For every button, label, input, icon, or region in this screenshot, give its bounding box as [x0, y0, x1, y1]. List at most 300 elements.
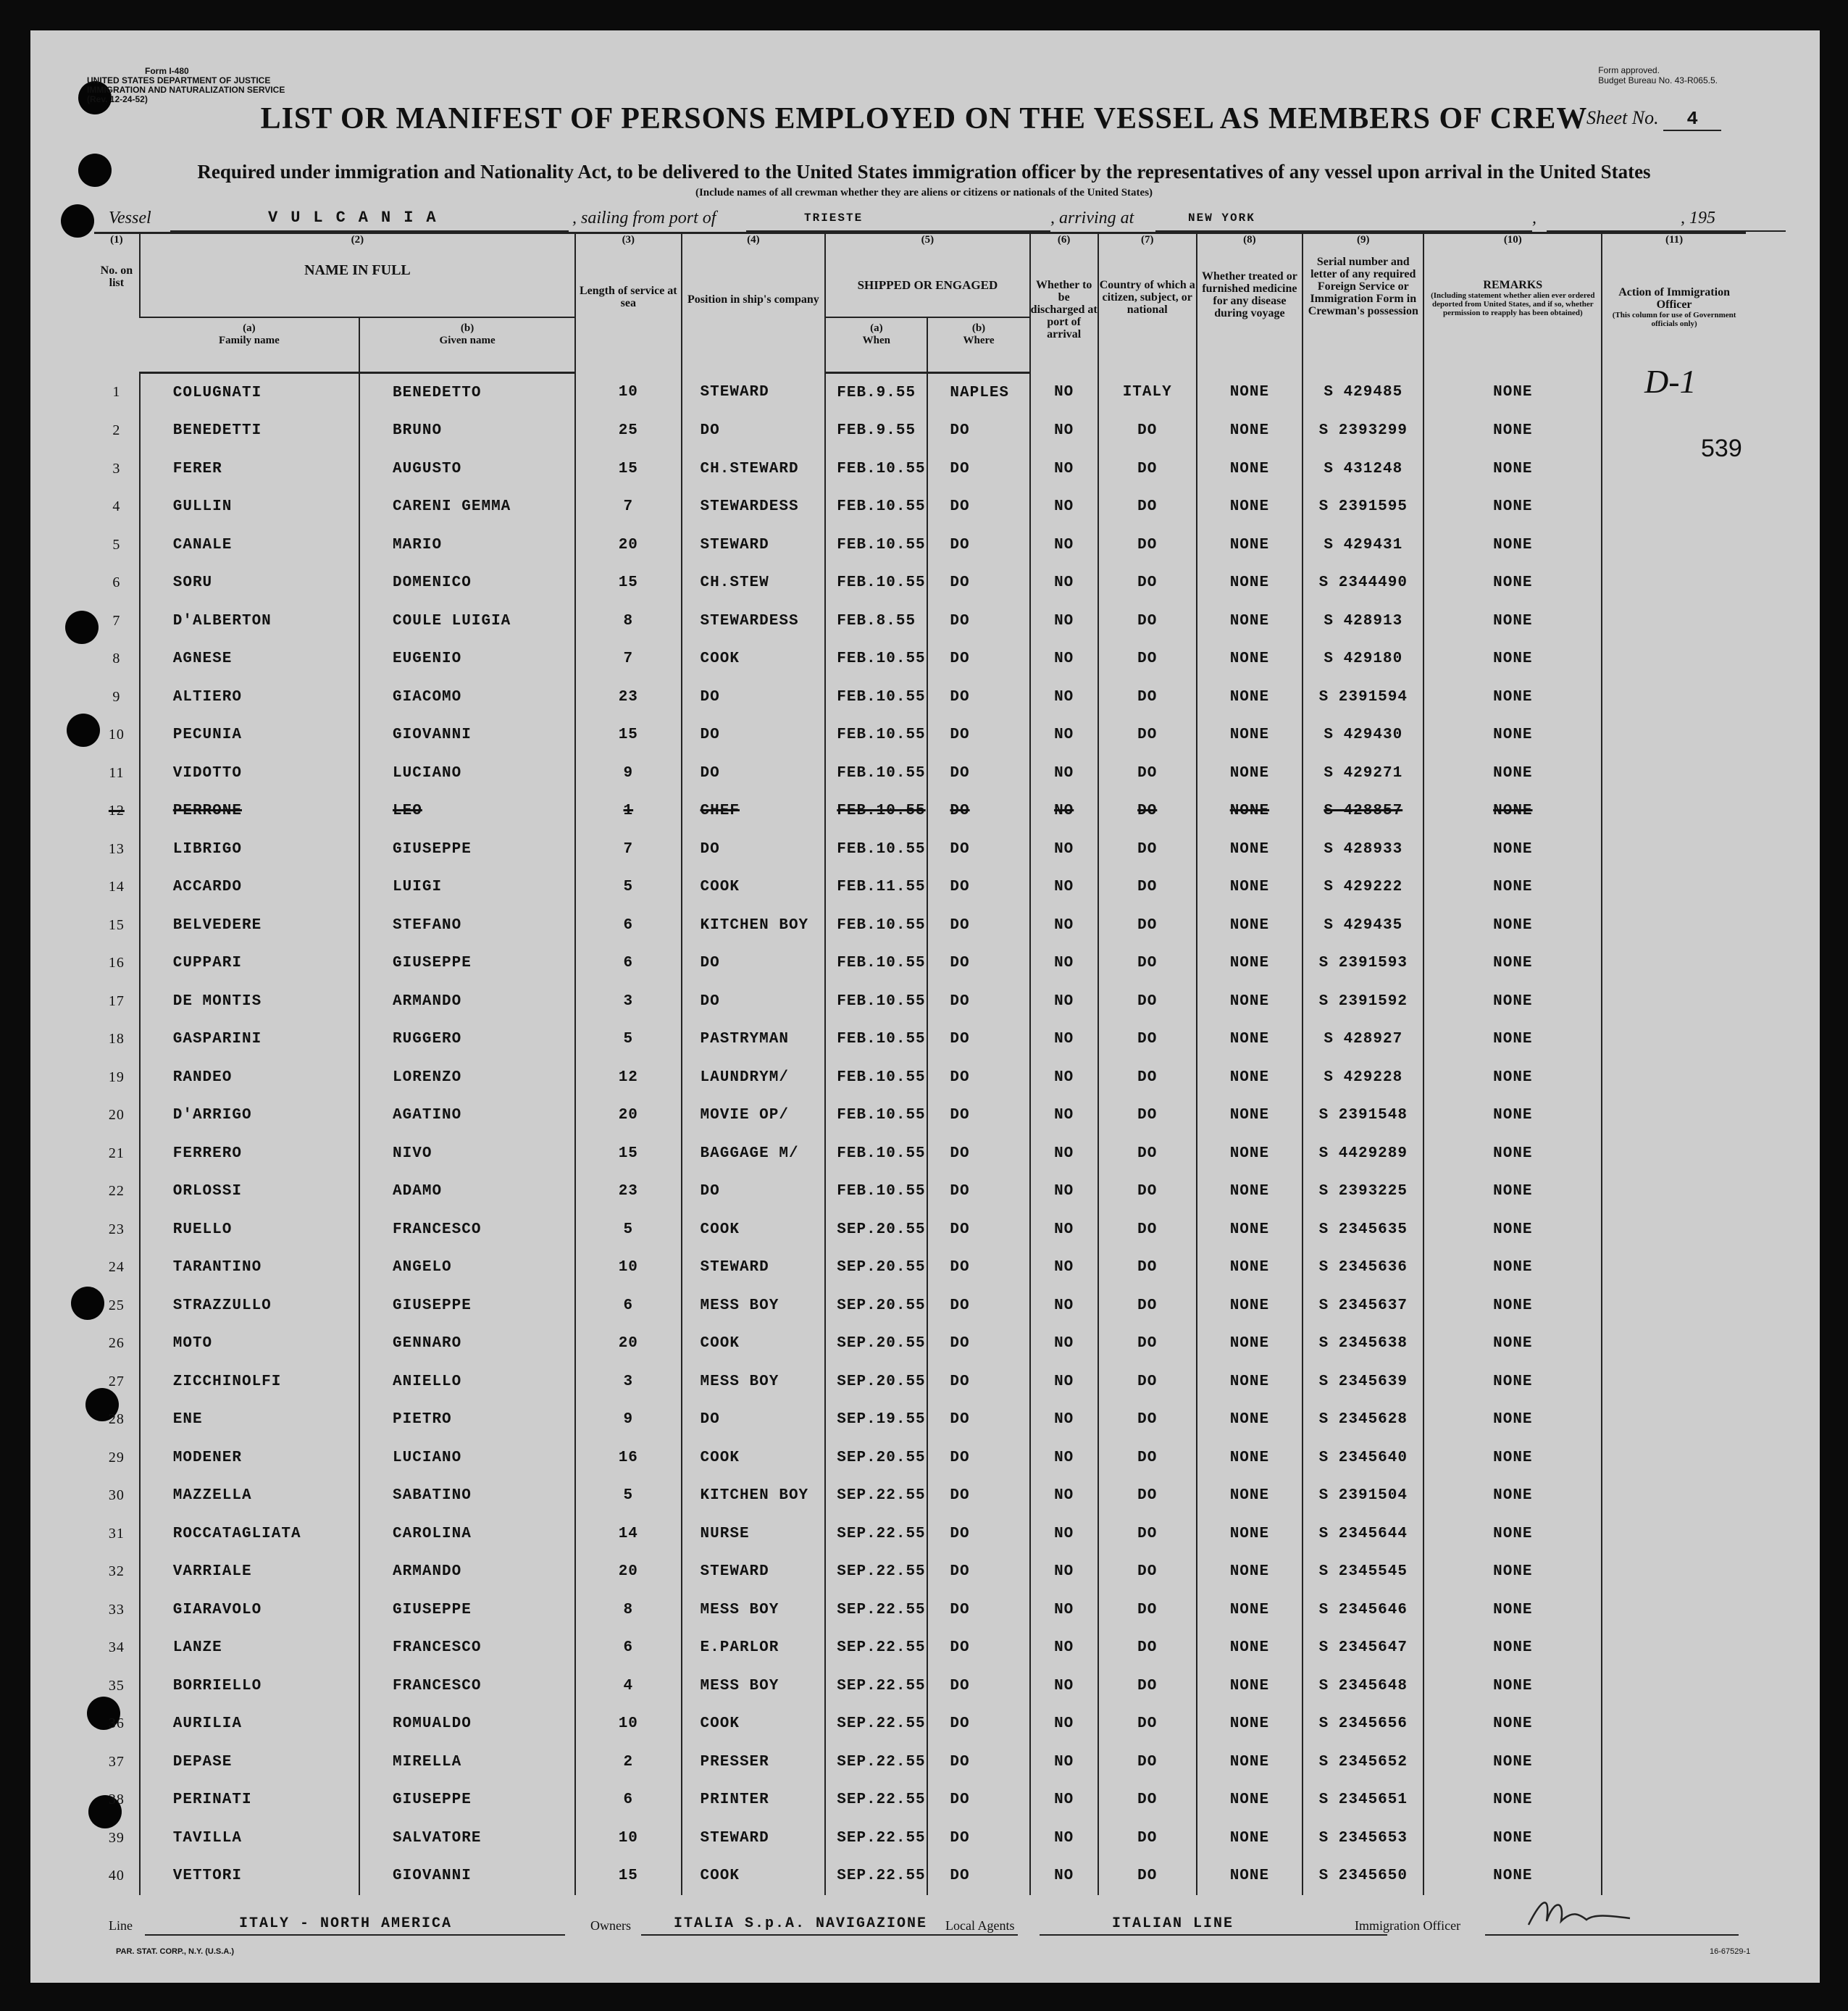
position-cell: COOK: [682, 869, 826, 907]
shipped-where-cell: DO: [927, 1173, 1029, 1211]
header-discharged: Whether to be discharged at port of arrival: [1030, 250, 1098, 373]
position-cell: KITCHEN BOY: [682, 1477, 826, 1515]
given-name-cell: PIETRO: [359, 1401, 575, 1439]
discharged-cell: NO: [1030, 1249, 1098, 1287]
crew-row: [94, 1857, 1746, 1896]
crew-row: [94, 1819, 1746, 1857]
country-cell: DO: [1098, 1058, 1197, 1097]
family-name-cell: VETTORI: [140, 1857, 359, 1896]
sheet-label: Sheet No.: [1586, 107, 1659, 128]
row-number-cell: 36: [108, 1715, 125, 1732]
shipped-when-cell: SEP.22.55: [825, 1743, 927, 1781]
form-print-number: 16-67529-1: [1710, 1947, 1751, 1956]
shipped-where-cell: DO: [927, 678, 1029, 716]
serial-number-cell: S 2345647: [1303, 1629, 1423, 1668]
crew-row: [94, 640, 1746, 679]
crew-row: [94, 869, 1746, 907]
family-name-cell: SORU: [140, 564, 359, 603]
family-name-cell: VARRIALE: [140, 1553, 359, 1592]
position-cell: MESS BOY: [682, 1287, 826, 1325]
serial-number-cell: S 2391548: [1303, 1097, 1423, 1135]
row-number-cell: 4: [112, 498, 121, 515]
treated-cell: NONE: [1197, 982, 1303, 1021]
treated-cell: NONE: [1197, 1287, 1303, 1325]
row-number-cell: 10: [108, 727, 125, 743]
shipped-where-cell: DO: [927, 1439, 1029, 1477]
given-name-cell: GENNARO: [359, 1325, 575, 1363]
family-name-cell: ALTIERO: [140, 678, 359, 716]
header-where: [927, 317, 1029, 373]
given-letter: (b): [460, 322, 474, 334]
action-cell: [1602, 1819, 1746, 1857]
punch-hole: [61, 204, 94, 238]
shipped-where-cell: DO: [927, 1819, 1029, 1857]
family-name-cell: RUELLO: [140, 1211, 359, 1249]
serial-number-cell: S 2393225: [1303, 1173, 1423, 1211]
serial-number-cell: S 2345648: [1303, 1667, 1423, 1705]
discharged-cell: NO: [1030, 1058, 1098, 1097]
discharged-cell: NO: [1030, 1325, 1098, 1363]
sailing-label: , sailing from port of: [572, 209, 716, 227]
shipped-when-cell: SEP.22.55: [825, 1515, 927, 1553]
length-of-service-cell: 7: [575, 830, 681, 869]
action-cell: [1602, 830, 1746, 869]
serial-number-cell: S 2391504: [1303, 1477, 1423, 1515]
position-cell: STEWARD: [682, 373, 826, 412]
row-number-cell: 26: [108, 1335, 125, 1352]
remarks-cell: NONE: [1423, 1058, 1602, 1097]
shipped-when-cell: FEB.10.55: [825, 1134, 927, 1173]
family-label: Family name: [219, 335, 280, 346]
col-num-8: (8): [1197, 233, 1303, 251]
header-action: [1602, 250, 1746, 373]
discharged-cell: NO: [1030, 1477, 1098, 1515]
discharged-cell: NO: [1030, 716, 1098, 755]
shipped-where-cell: DO: [927, 1325, 1029, 1363]
shipped-where-cell: DO: [927, 1021, 1029, 1059]
treated-cell: NONE: [1197, 1857, 1303, 1896]
family-name-cell: ROCCATAGLIATA: [140, 1515, 359, 1553]
row-number-cell: 24: [108, 1259, 125, 1276]
shipped-when-cell: SEP.19.55: [825, 1401, 927, 1439]
treated-cell: NONE: [1197, 1477, 1303, 1515]
given-name-cell: LUCIANO: [359, 754, 575, 793]
treated-cell: NONE: [1197, 640, 1303, 679]
treated-cell: NONE: [1197, 830, 1303, 869]
col-num-3: (3): [575, 233, 681, 251]
remarks-cell: NONE: [1423, 564, 1602, 603]
row-number-cell: 25: [108, 1297, 125, 1313]
serial-number-cell: S 428913: [1303, 602, 1423, 640]
row-number-cell: 6: [112, 574, 121, 591]
shipped-where-cell: DO: [927, 830, 1029, 869]
country-cell: DO: [1098, 716, 1197, 755]
remarks-title: REMARKS: [1483, 279, 1543, 291]
sailing-port: TRIESTE: [804, 212, 864, 225]
given-name-cell: CAROLINA: [359, 1515, 575, 1553]
position-cell: NURSE: [682, 1515, 826, 1553]
serial-number-cell: S 2391592: [1303, 982, 1423, 1021]
position-cell: DO: [682, 678, 826, 716]
budget-bureau-number: Budget Bureau No. 43-R065.5.: [1598, 75, 1718, 85]
action-cell: [1602, 1667, 1746, 1705]
given-name-cell: ADAMO: [359, 1173, 575, 1211]
length-of-service-cell: 20: [575, 1325, 681, 1363]
position-cell: MESS BOY: [682, 1591, 826, 1629]
crew-row: [94, 450, 1746, 488]
discharged-cell: NO: [1030, 1667, 1098, 1705]
treated-cell: NONE: [1197, 1021, 1303, 1059]
country-cell: DO: [1098, 564, 1197, 603]
family-name-cell: FERRERO: [140, 1134, 359, 1173]
country-cell: DO: [1098, 1325, 1197, 1363]
country-cell: DO: [1098, 1173, 1197, 1211]
header-position: Position in ship's company: [682, 250, 826, 373]
crew-row: [94, 1705, 1746, 1744]
shipped-when-cell: SEP.22.55: [825, 1553, 927, 1592]
position-cell: DO: [682, 945, 826, 983]
shipped-where-cell: DO: [927, 1097, 1029, 1135]
crew-row: [94, 1249, 1746, 1287]
row-number-cell: 14: [108, 879, 125, 895]
budget-approval: [1598, 65, 1718, 85]
serial-number-cell: S 2345545: [1303, 1553, 1423, 1592]
given-label: Given name: [439, 335, 496, 346]
country-cell: DO: [1098, 1629, 1197, 1668]
service-name: IMMIGRATION AND NATURALIZATION SERVICE: [87, 85, 285, 95]
treated-cell: NONE: [1197, 1058, 1303, 1097]
header-length-of-service: Length of service at sea: [575, 250, 681, 373]
length-of-service-cell: 16: [575, 1439, 681, 1477]
action-cell: [1602, 982, 1746, 1021]
document-note: (Include names of all crewman whether they are aliens or citizens or nationals of the United States): [695, 187, 1153, 198]
shipped-when-cell: SEP.20.55: [825, 1439, 927, 1477]
treated-cell: NONE: [1197, 1743, 1303, 1781]
position-cell: STEWARD: [682, 1249, 826, 1287]
officer-signature: [1521, 1892, 1637, 1936]
discharged-cell: NO: [1030, 678, 1098, 716]
crew-row: [94, 373, 1746, 412]
family-name-cell: PECUNIA: [140, 716, 359, 755]
remarks-cell: NONE: [1423, 1857, 1602, 1896]
position-cell: KITCHEN BOY: [682, 906, 826, 945]
shipped-when-cell: SEP.22.55: [825, 1819, 927, 1857]
given-name-cell: FRANCESCO: [359, 1667, 575, 1705]
row-number-cell: 13: [108, 840, 125, 857]
length-of-service-cell: 9: [575, 754, 681, 793]
line-value: ITALY - NORTH AMERICA: [239, 1915, 453, 1932]
treated-cell: NONE: [1197, 869, 1303, 907]
country-cell: DO: [1098, 1705, 1197, 1744]
remarks-cell: NONE: [1423, 1515, 1602, 1553]
country-cell: DO: [1098, 1439, 1197, 1477]
action-cell: [1602, 1591, 1746, 1629]
shipped-when-cell: FEB.10.55: [825, 1021, 927, 1059]
when-label: When: [862, 335, 890, 346]
family-name-cell: LIBRIGO: [140, 830, 359, 869]
treated-cell: NONE: [1197, 1781, 1303, 1820]
remarks-cell: NONE: [1423, 640, 1602, 679]
given-name-cell: AGATINO: [359, 1097, 575, 1135]
shipped-where-cell: DO: [927, 1134, 1029, 1173]
country-cell: DO: [1098, 982, 1197, 1021]
shipped-where-cell: DO: [927, 1515, 1029, 1553]
length-of-service-cell: 9: [575, 1401, 681, 1439]
action-cell: [1602, 1134, 1746, 1173]
serial-number-cell: S 2345628: [1303, 1401, 1423, 1439]
form-identification: [87, 67, 285, 104]
country-cell: DO: [1098, 526, 1197, 564]
serial-number-cell: S 429435: [1303, 906, 1423, 945]
agents-value: ITALIAN LINE: [1112, 1915, 1234, 1932]
sheet-number-value: 4: [1663, 108, 1721, 131]
length-of-service-cell: 5: [575, 1021, 681, 1059]
family-name-cell: D'ALBERTON: [140, 602, 359, 640]
country-cell: DO: [1098, 1021, 1197, 1059]
discharged-cell: NO: [1030, 1591, 1098, 1629]
serial-number-cell: S 2345653: [1303, 1819, 1423, 1857]
serial-number-cell: S 2345638: [1303, 1325, 1423, 1363]
given-name-cell: GIUSEPPE: [359, 1781, 575, 1820]
crew-row: [94, 1287, 1746, 1325]
remarks-cell: NONE: [1423, 1097, 1602, 1135]
family-name-cell: DEPASE: [140, 1743, 359, 1781]
given-name-cell: MARIO: [359, 526, 575, 564]
shipped-where-cell: DO: [927, 1591, 1029, 1629]
treated-cell: NONE: [1197, 1325, 1303, 1363]
country-cell: DO: [1098, 1477, 1197, 1515]
country-cell: DO: [1098, 1819, 1197, 1857]
agents-label: Local Agents: [945, 1918, 1015, 1933]
col-num-4: (4): [682, 233, 826, 251]
action-cell: [1602, 1021, 1746, 1059]
country-cell: DO: [1098, 1249, 1197, 1287]
serial-number-cell: S 428857: [1303, 793, 1423, 831]
row-number-cell: 38: [108, 1791, 125, 1808]
shipped-when-cell: SEP.20.55: [825, 1287, 927, 1325]
family-name-cell: GASPARINI: [140, 1021, 359, 1059]
serial-number-cell: S 2345656: [1303, 1705, 1423, 1744]
country-cell: DO: [1098, 793, 1197, 831]
position-cell: MESS BOY: [682, 1363, 826, 1401]
remarks-cell: NONE: [1423, 450, 1602, 488]
given-name-cell: LEO: [359, 793, 575, 831]
action-cell: [1602, 1173, 1746, 1211]
serial-number-cell: S 429222: [1303, 869, 1423, 907]
printer-imprint: PAR. STAT. CORP., N.Y. (U.S.A.): [116, 1947, 234, 1956]
remarks-cell: NONE: [1423, 1629, 1602, 1668]
remarks-cell: NONE: [1423, 488, 1602, 527]
crew-row: [94, 1363, 1746, 1401]
given-name-cell: STEFANO: [359, 906, 575, 945]
row-number-cell: 7: [112, 612, 121, 629]
remarks-cell: NONE: [1423, 1553, 1602, 1592]
footer-line: [109, 1911, 1739, 1940]
length-of-service-cell: 10: [575, 1249, 681, 1287]
shipped-when-cell: FEB.10.55: [825, 450, 927, 488]
action-cell: [1602, 488, 1746, 527]
position-cell: DO: [682, 982, 826, 1021]
position-cell: LAUNDRYM/: [682, 1058, 826, 1097]
header-when: [825, 317, 927, 373]
shipped-where-cell: DO: [927, 1705, 1029, 1744]
length-of-service-cell: 5: [575, 1211, 681, 1249]
position-cell: DO: [682, 716, 826, 755]
given-name-cell: RUGGERO: [359, 1021, 575, 1059]
shipped-where-cell: DO: [927, 1477, 1029, 1515]
row-number-cell: 12: [108, 803, 125, 819]
shipped-where-cell: DO: [927, 1743, 1029, 1781]
crew-row: [94, 793, 1746, 831]
crew-row: [94, 602, 1746, 640]
serial-number-cell: S 2391593: [1303, 945, 1423, 983]
shipped-where-cell: DO: [927, 412, 1029, 451]
discharged-cell: NO: [1030, 640, 1098, 679]
where-label: Where: [963, 335, 995, 346]
remarks-cell: NONE: [1423, 1287, 1602, 1325]
length-of-service-cell: 7: [575, 488, 681, 527]
shipped-where-cell: DO: [927, 1857, 1029, 1896]
shipped-where-cell: DO: [927, 1249, 1029, 1287]
given-name-cell: CARENI GEMMA: [359, 488, 575, 527]
arriving-label: , arriving at: [1050, 209, 1134, 227]
shipped-when-cell: FEB.9.55: [825, 412, 927, 451]
family-name-cell: ENE: [140, 1401, 359, 1439]
given-name-cell: ROMUALDO: [359, 1705, 575, 1744]
crew-row: [94, 526, 1746, 564]
discharged-cell: NO: [1030, 1819, 1098, 1857]
shipped-when-cell: FEB.10.55: [825, 1097, 927, 1135]
crew-row: [94, 412, 1746, 451]
sailing-underline: [746, 209, 1050, 232]
remarks-cell: NONE: [1423, 754, 1602, 793]
family-name-cell: FERER: [140, 450, 359, 488]
given-name-cell: GIACOMO: [359, 678, 575, 716]
revision-date: (Rev. 12-24-52): [87, 94, 148, 104]
shipped-where-cell: DO: [927, 716, 1029, 755]
shipped-when-cell: FEB.10.55: [825, 488, 927, 527]
treated-cell: NONE: [1197, 1705, 1303, 1744]
family-name-cell: GIARAVOLO: [140, 1591, 359, 1629]
col-num-9: (9): [1303, 233, 1423, 251]
serial-number-cell: S 2345639: [1303, 1363, 1423, 1401]
shipped-where-cell: DO: [927, 1401, 1029, 1439]
country-cell: DO: [1098, 754, 1197, 793]
discharged-cell: NO: [1030, 1553, 1098, 1592]
action-cell: [1602, 1705, 1746, 1744]
length-of-service-cell: 10: [575, 373, 681, 412]
serial-number-cell: S 429485: [1303, 373, 1423, 412]
given-name-cell: GIUSEPPE: [359, 1287, 575, 1325]
crew-row: [94, 678, 1746, 716]
country-cell: DO: [1098, 640, 1197, 679]
length-of-service-cell: 3: [575, 1363, 681, 1401]
given-name-cell: GIUSEPPE: [359, 830, 575, 869]
shipped-where-cell: DO: [927, 1058, 1029, 1097]
given-name-cell: MIRELLA: [359, 1743, 575, 1781]
discharged-cell: NO: [1030, 488, 1098, 527]
serial-number-cell: S 429431: [1303, 526, 1423, 564]
position-cell: CH.STEW: [682, 564, 826, 603]
length-of-service-cell: 20: [575, 1553, 681, 1592]
crew-row: [94, 906, 1746, 945]
family-name-cell: LANZE: [140, 1629, 359, 1668]
length-of-service-cell: 10: [575, 1819, 681, 1857]
action-cell: [1602, 906, 1746, 945]
position-cell: DO: [682, 412, 826, 451]
shipped-when-cell: SEP.22.55: [825, 1477, 927, 1515]
shipped-where-cell: DO: [927, 1629, 1029, 1668]
action-title: Action of Immigration Officer: [1618, 286, 1730, 311]
country-cell: DO: [1098, 945, 1197, 983]
row-number-cell: 32: [108, 1563, 125, 1580]
shipped-where-cell: DO: [927, 450, 1029, 488]
crew-row: [94, 716, 1746, 755]
serial-number-cell: S 2345644: [1303, 1515, 1423, 1553]
treated-cell: NONE: [1197, 1819, 1303, 1857]
length-of-service-cell: 15: [575, 1134, 681, 1173]
header-no-on-list: No. on list: [100, 264, 133, 289]
length-of-service-cell: 15: [575, 1857, 681, 1896]
remarks-cell: NONE: [1423, 830, 1602, 869]
remarks-cell: NONE: [1423, 373, 1602, 412]
country-cell: DO: [1098, 1515, 1197, 1553]
family-name-cell: BORRIELLO: [140, 1667, 359, 1705]
crew-row: [94, 1743, 1746, 1781]
crew-row: [94, 1553, 1746, 1592]
remarks-note: (Including statement whether alien ever ordered deported from United States, and if so, whether permission to reapply has been obtained): [1431, 291, 1595, 317]
family-letter: (a): [243, 322, 256, 334]
treated-cell: NONE: [1197, 1667, 1303, 1705]
family-name-cell: MODENER: [140, 1439, 359, 1477]
family-name-cell: TAVILLA: [140, 1819, 359, 1857]
shipped-when-cell: FEB.10.55: [825, 982, 927, 1021]
position-cell: COOK: [682, 1857, 826, 1896]
given-name-cell: BENEDETTO: [359, 373, 575, 412]
treated-cell: NONE: [1197, 716, 1303, 755]
treated-cell: NONE: [1197, 373, 1303, 412]
date-underline: [1547, 209, 1786, 232]
serial-number-cell: S 2345646: [1303, 1591, 1423, 1629]
col-num-1: (1): [94, 233, 140, 251]
remarks-cell: NONE: [1423, 412, 1602, 451]
length-of-service-cell: 6: [575, 1781, 681, 1820]
shipped-where-cell: DO: [927, 564, 1029, 603]
shipped-when-cell: FEB.10.55: [825, 906, 927, 945]
action-cell: [1602, 602, 1746, 640]
treated-cell: NONE: [1197, 488, 1303, 527]
given-name-cell: GIOVANNI: [359, 1857, 575, 1896]
serial-number-cell: S 2345652: [1303, 1743, 1423, 1781]
action-cell: [1602, 754, 1746, 793]
remarks-cell: NONE: [1423, 906, 1602, 945]
family-name-cell: ORLOSSI: [140, 1173, 359, 1211]
shipped-where-cell: NAPLES: [927, 373, 1029, 412]
shipped-when-cell: FEB.10.55: [825, 716, 927, 755]
vessel-line: Vessel VULCANIA , sailing from port of TRIESTE , arriving at NEW YORK , , 195: [109, 209, 1739, 233]
length-of-service-cell: 25: [575, 412, 681, 451]
shipped-where-cell: DO: [927, 1667, 1029, 1705]
remarks-cell: NONE: [1423, 1401, 1602, 1439]
treated-cell: NONE: [1197, 1591, 1303, 1629]
shipped-where-cell: DO: [927, 1287, 1029, 1325]
action-cell: [1602, 1325, 1746, 1363]
line-label: Line: [109, 1918, 133, 1933]
position-cell: MOVIE OP/: [682, 1097, 826, 1135]
serial-number-cell: S 431248: [1303, 450, 1423, 488]
length-of-service-cell: 8: [575, 602, 681, 640]
position-cell: COOK: [682, 1439, 826, 1477]
